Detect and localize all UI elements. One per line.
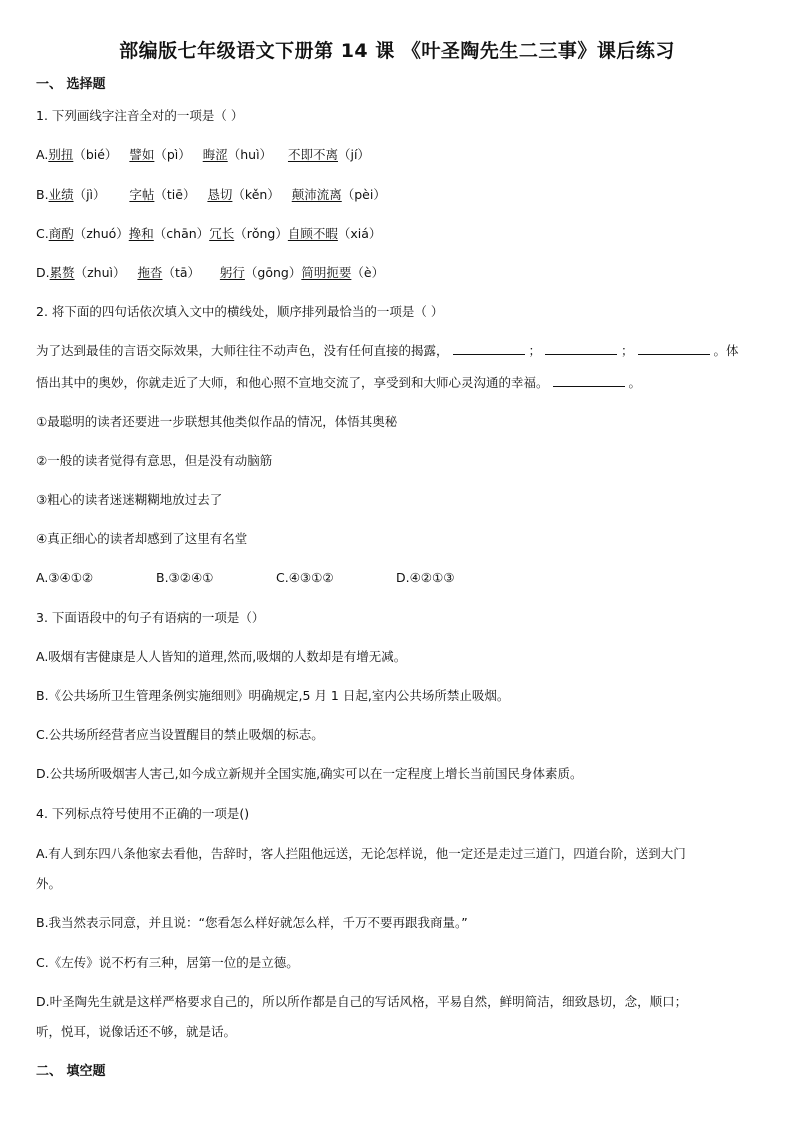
q2-option-a[interactable]: A.③④①② (36, 570, 94, 585)
q2-sentence-4: ④真正细心的读者却感到了这里有名堂 (36, 531, 248, 546)
q4-stem: 4. 下列标点符号使用不正确的一项是() (36, 806, 250, 821)
passage-text: 为了达到最佳的言语交际效果，大师往往不动声色，没有任何直接的揭露， (36, 343, 449, 358)
q2-options (36, 569, 454, 587)
q4-option-c[interactable]: C.《左传》说不朽有三种，居第一位的是立德。 (36, 955, 299, 970)
fill-blank[interactable] (553, 374, 625, 387)
q1-option-d (36, 264, 384, 282)
q3-option-a[interactable]: A.吸烟有害健康是人人皆知的道理,然而,吸烟的人数却是有增无减。 (36, 649, 407, 664)
passage-text: 悟出其中的奥妙，你就走近了大师，和他心照不宣地交流了，享受到和大师心灵沟通的幸福。 (36, 375, 549, 390)
option-letter: A. (36, 147, 49, 162)
word: 譬如 (129, 147, 155, 162)
q2-option-d[interactable]: D.④②①③ (396, 570, 455, 585)
pinyin: （tiē） (154, 187, 196, 202)
option-letter: B. (36, 187, 49, 202)
word: 晦涩 (202, 147, 228, 162)
q3-option-c[interactable]: C.公共场所经营者应当设置醒目的禁止吸烟的标志。 (36, 727, 324, 742)
option-letter: D. (36, 265, 50, 280)
q2-passage-line-1 (36, 342, 739, 360)
q2-sentence-3: ③粗心的读者迷迷糊糊地放过去了 (36, 492, 223, 507)
q3-option-d[interactable]: D.公共场所吸烟害人害己,如今成立新规并全国实施,确实可以在一定程度上增长当前国民身体素质。 (36, 766, 583, 781)
separator: ； (621, 343, 634, 358)
pinyin: （zhuì） (74, 265, 126, 280)
word: 字帖 (129, 187, 155, 202)
q1-option-c (36, 225, 381, 243)
q2-stem: 2. 将下面的四句话依次填入文中的横线处，顺序排列最恰当的一项是（ ） (36, 304, 444, 319)
word: 商酌 (48, 226, 74, 241)
fill-blank[interactable] (453, 342, 525, 355)
separator: ； (528, 343, 542, 358)
word: 不即不离 (287, 147, 338, 162)
pinyin: （tā） (162, 265, 201, 280)
q4-option-b[interactable]: B.我当然表示同意，并且说：“您看怎么样好就怎么样，千万不要再跟我商量。” (36, 915, 468, 930)
pinyin: （huì） (227, 147, 273, 162)
q2-sentence-2: ②一般的读者觉得有意思，但是没有动脑筋 (36, 453, 273, 468)
word: 累赘 (49, 265, 75, 280)
word: 颠沛流离 (291, 187, 342, 202)
word: 别扭 (48, 147, 74, 162)
q1-option-a (36, 146, 370, 164)
pinyin: （chān） (153, 226, 210, 241)
q3-option-b[interactable]: B.《公共场所卫生管理条例实施细则》明确规定,5 月 1 日起,室内公共场所禁止吸烟。 (36, 688, 510, 703)
fill-blank[interactable] (545, 342, 617, 355)
passage-text: 。体 (713, 343, 739, 358)
passage-text: 。 (628, 375, 642, 390)
option-letter: C. (36, 226, 49, 241)
pinyin: （rǒng） (234, 226, 288, 241)
q1-stem: 1. 下列画线字注音全对的一项是（ ） (36, 108, 244, 123)
section-heading-fill: 二、 填空题 (36, 1064, 106, 1079)
pinyin: （kěn） (232, 187, 280, 202)
word: 业绩 (48, 187, 74, 202)
pinyin: （pèi） (341, 187, 386, 202)
pinyin: （jí） (337, 147, 370, 162)
q2-option-c[interactable]: C.④③①② (276, 570, 334, 585)
pinyin: （zhuó） (73, 226, 129, 241)
q1-option-b (36, 186, 386, 204)
pinyin: （jì） (73, 187, 106, 202)
word: 冗长 (209, 226, 235, 241)
q4-option-d-line-1[interactable]: D.叶圣陶先生就是这样严格要求自己的，所以所作都是自己的写话风格，平易自然，鲜明简洁，细致恳切，念，顺口； (36, 994, 688, 1009)
q4-option-a-line-2[interactable]: 外。 (36, 876, 62, 891)
q2-option-b[interactable]: B.③②④① (156, 570, 214, 585)
word: 简明扼要 (301, 265, 352, 280)
q4-option-d-line-2[interactable]: 听，悦耳，说像话还不够，就是话。 (36, 1024, 237, 1039)
section-heading-choice: 一、 选择题 (36, 77, 106, 92)
q2-sentence-1: ①最聪明的读者还要进一步联想其他类似作品的情况，体悟其奥秘 (36, 414, 398, 429)
pinyin: （è） (351, 265, 385, 280)
pinyin: （pì） (154, 147, 191, 162)
q2-passage-line-2 (36, 374, 641, 392)
pinyin: （xiá） (337, 226, 382, 241)
q3-stem: 3. 下面语段中的句子有语病的一项是（） (36, 610, 265, 625)
word: 躬行 (219, 265, 245, 280)
pinyin: （gōng） (244, 265, 302, 280)
fill-blank[interactable] (638, 342, 710, 355)
word: 恳切 (207, 187, 233, 202)
word: 拖沓 (137, 265, 163, 280)
q4-option-a-line-1[interactable]: A.有人到东四八条他家去看他，告辞时，客人拦阻他远送，无论怎样说，他一定还是走过三道门，四道台阶，送到大门 (36, 846, 686, 861)
word: 自顾不暇 (287, 226, 338, 241)
page-title: 部编版七年级语文下册第 14 课 《叶圣陶先生二三事》课后练习 (119, 40, 675, 62)
pinyin: （bié） (73, 147, 118, 162)
word: 搀和 (128, 226, 154, 241)
